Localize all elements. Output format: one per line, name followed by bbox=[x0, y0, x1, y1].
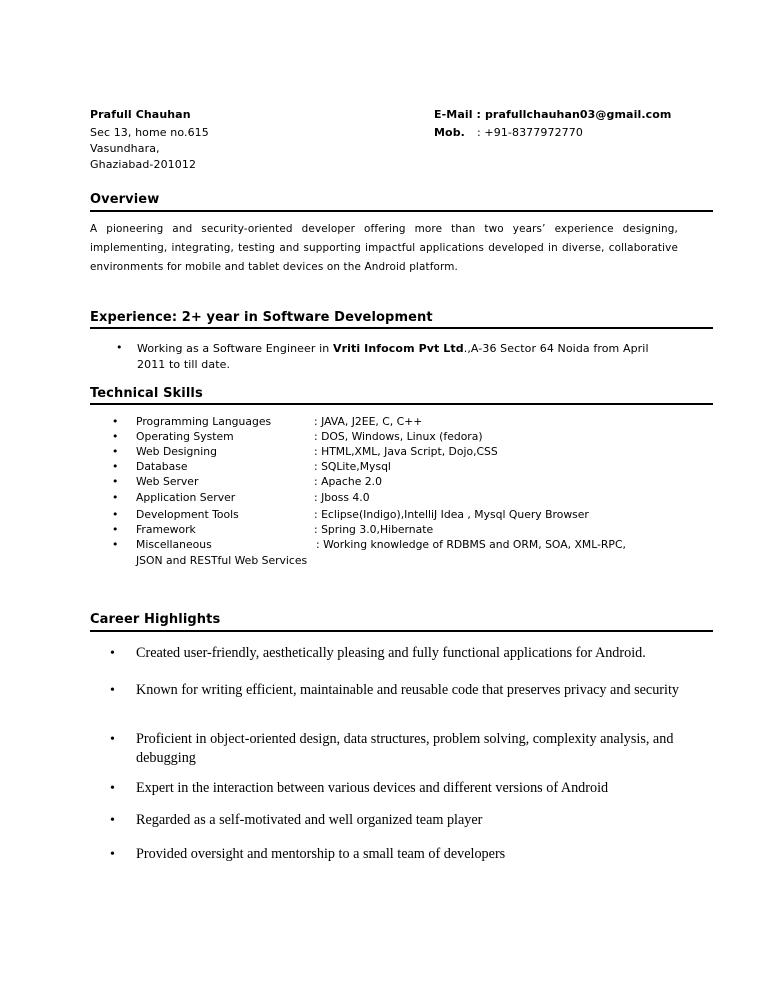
skill-value: : Jboss 4.0 bbox=[314, 491, 370, 504]
skill-value: : JAVA, J2EE, C, C++ bbox=[314, 415, 423, 428]
career-item-text: Expert in the interaction between various devices and different versions of Android bbox=[136, 780, 609, 796]
skill-label: Development Tools bbox=[136, 508, 239, 521]
experience-item-line-2: 2011 to till date. bbox=[137, 358, 231, 371]
bullet-dot: • bbox=[110, 732, 115, 747]
email-line: E-Mail : prafullchauhan03@gmail.com bbox=[434, 108, 672, 121]
bullet-dot: • bbox=[110, 781, 115, 796]
skill-value: : DOS, Windows, Linux (fedora) bbox=[314, 430, 483, 443]
experience-prefix: Working as a Software Engineer in bbox=[137, 342, 333, 355]
career-heading: Career Highlights bbox=[90, 612, 221, 627]
experience-rule bbox=[90, 327, 713, 329]
skill-label: Application Server bbox=[136, 491, 236, 504]
skill-value: : Working knowledge of RDBMS and ORM, SOA, XML-RPC, bbox=[316, 538, 626, 551]
skill-row bbox=[112, 429, 672, 444]
experience-item-line-1 bbox=[137, 341, 649, 356]
career-item-text: Provided oversight and mentorship to a small team of developers bbox=[136, 846, 506, 862]
career-item bbox=[110, 644, 710, 684]
skill-label: Operating System bbox=[136, 430, 234, 443]
bullet-dot: • bbox=[110, 683, 115, 698]
mobile-value: : +91-8377972770 bbox=[477, 126, 583, 139]
address-line-3: Ghaziabad-201012 bbox=[90, 158, 197, 171]
career-item bbox=[110, 845, 710, 885]
candidate-name: Prafull Chauhan bbox=[90, 108, 191, 121]
overview-rule bbox=[90, 210, 713, 212]
career-item bbox=[110, 730, 710, 770]
career-item-text: Created user-friendly, aesthetically pleasing and fully functional applications for Android. bbox=[136, 645, 646, 661]
skill-row bbox=[112, 444, 672, 459]
skill-value: : SQLite,Mysql bbox=[314, 460, 391, 473]
skill-row bbox=[112, 490, 672, 505]
skill-row bbox=[112, 537, 672, 552]
bullet-dot: • bbox=[112, 508, 119, 521]
skill-row bbox=[112, 459, 672, 474]
career-item-text: Known for writing efficient, maintainable and reusable code that preserves privacy and security bbox=[136, 682, 679, 698]
bullet-dot: • bbox=[112, 523, 119, 536]
bullet-dot: • bbox=[112, 460, 119, 473]
bullet-dot: • bbox=[112, 430, 119, 443]
skills-rule bbox=[90, 403, 713, 405]
bullet-dot: • bbox=[112, 491, 119, 504]
bullet-dot: • bbox=[112, 538, 119, 551]
company-name: Vriti Infocom Pvt Ltd bbox=[332, 342, 464, 355]
career-item-text: Regarded as a self-motivated and well organized team player bbox=[136, 812, 483, 828]
skill-value: : HTML,XML, Java Script, Dojo,CSS bbox=[314, 445, 498, 458]
career-rule bbox=[90, 630, 713, 632]
skill-label: Miscellaneous bbox=[136, 538, 212, 551]
bullet-dot: • bbox=[110, 813, 115, 828]
skill-row bbox=[112, 522, 672, 537]
skill-label: Database bbox=[136, 460, 188, 473]
skill-label: Web Designing bbox=[136, 445, 217, 458]
skill-value: : Spring 3.0,Hibernate bbox=[314, 523, 434, 536]
address-line-1: Sec 13, home no.615 bbox=[90, 126, 209, 139]
skill-label: Programming Languages bbox=[136, 415, 272, 428]
bullet-dot: • bbox=[112, 445, 119, 458]
skill-label: Framework bbox=[136, 523, 196, 536]
bullet-dot: • bbox=[112, 415, 119, 428]
skill-label: Web Server bbox=[136, 475, 199, 488]
skill-value: : Apache 2.0 bbox=[314, 475, 382, 488]
career-item-text: Proficient in object-oriented design, data structures, problem solving, complexity analysis, and debugging bbox=[136, 731, 674, 766]
address-line-2: Vasundhara, bbox=[90, 142, 160, 155]
overview-heading: Overview bbox=[90, 192, 160, 207]
skill-row bbox=[112, 474, 672, 489]
misc-line-2: JSON and RESTful Web Services bbox=[136, 554, 308, 567]
skill-row bbox=[112, 414, 672, 429]
overview-text: A pioneering and security-oriented developer offering more than two years’ experience designing, implementing, integrating, testing and supporting impactful applications developed in diverse, collaborative environments for mobile and tablet devices on the Android platform. bbox=[90, 223, 678, 273]
experience-heading: Experience: 2+ year in Software Development bbox=[90, 310, 433, 325]
career-item bbox=[110, 681, 710, 721]
skill-value: : Eclipse(Indigo),IntelliJ Idea , Mysql Query Browser bbox=[314, 508, 589, 521]
mobile-label: Mob. bbox=[434, 126, 465, 139]
bullet-dot: • bbox=[110, 847, 115, 862]
bullet-dot: • bbox=[112, 475, 119, 488]
experience-suffix: .,A-36 Sector 64 Noida from April bbox=[463, 342, 649, 355]
bullet-dot: • bbox=[110, 646, 115, 661]
skill-row bbox=[112, 507, 672, 522]
skills-heading: Technical Skills bbox=[90, 386, 203, 401]
bullet-dot: • bbox=[116, 341, 123, 354]
